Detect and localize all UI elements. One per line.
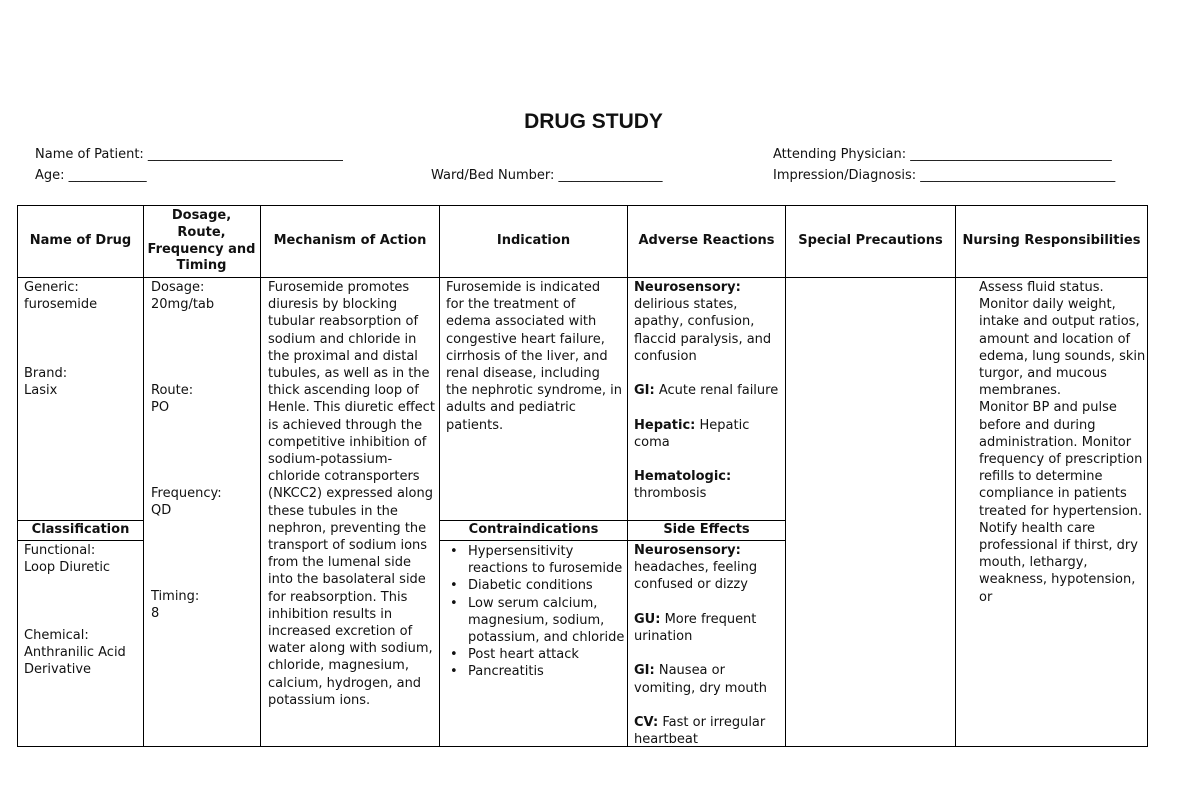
route-label: Route: <box>151 383 194 398</box>
timing-label: Timing: <box>151 589 200 604</box>
col-header-precautions: Special Precautions <box>798 233 943 249</box>
functional-class <box>24 542 142 576</box>
col-header-dosage: Dosage, Route, Frequency and Timing <box>147 207 256 274</box>
classification-divider-top <box>17 520 143 521</box>
side-effect-gi <box>634 662 782 696</box>
chemical-class <box>24 627 140 679</box>
list-item: • Notify health care professional if thirst, dry mouth, lethargy, weakness, hypotension, or <box>979 520 1147 606</box>
dosage-label: Dosage: <box>151 280 205 295</box>
age-field: Age: ____________ <box>35 168 147 183</box>
chemical-label: Chemical: <box>24 628 89 643</box>
generic-name <box>24 279 142 313</box>
side-effect-label: Neurosensory: <box>634 543 741 558</box>
contraindications-heading: Contraindications <box>468 522 599 537</box>
contra-divider-bottom <box>439 540 785 541</box>
side-effect-text: headaches, feeling confused or dizzy <box>634 560 758 593</box>
list-item: • Post heart attack <box>446 646 626 663</box>
mechanism-text: Furosemide promotes diuresis by blocking tubular reabsorption of sodium and chloride in the proximal and distal tubules, as well as in the thick ascending loop of Henle. This diuretic effect is achieved through the competitive inhibition of sodium-potassium-chloride cotransporters (NKCC2) expressed along these tubules in the nephron, preventing the transport of sodium ions from the lumenal side into the basolateral side for reabsorption. This inhibition results in increased excretion of water along with sodium, chloride, magnesium, calcium, hydrogen, and potassium ions. <box>268 280 435 708</box>
adverse-label: Neurosensory: <box>634 280 741 295</box>
contra-divider-top <box>439 520 785 521</box>
route-entry <box>151 382 257 416</box>
classification-heading: Classification <box>31 522 130 537</box>
side-effect-cv <box>634 714 782 748</box>
header-divider <box>17 277 1148 278</box>
side-effect-text: Fast or irregular heartbeat <box>634 714 766 748</box>
adverse-hepatic <box>634 417 782 451</box>
timing-entry <box>151 588 257 622</box>
attending-physician-field: Attending Physician: _______________________________ <box>773 147 1112 162</box>
functional-value: Loop Diuretic <box>24 560 111 576</box>
contraindications-list <box>446 543 626 681</box>
side-effect-text: More frequent urination <box>634 611 757 644</box>
list-item: • Diabetic conditions <box>446 577 626 594</box>
adverse-reactions <box>634 279 782 503</box>
adverse-text: Hepatic coma <box>634 417 750 450</box>
adverse-text: delirious states, apathy, confusion, flaccid paralysis, and confusion <box>634 297 772 364</box>
adverse-label: Hematologic: <box>634 469 732 485</box>
col-header-name: Name of Drug <box>29 233 132 249</box>
brand-label: Brand: <box>24 366 68 381</box>
nursing-responsibilities <box>979 279 1147 744</box>
col-header-indication: Indication <box>496 233 571 249</box>
side-effects-heading: Side Effects <box>663 522 750 537</box>
list-item: • Hypersensitivity reactions to furosemide <box>446 543 626 577</box>
list-item: • Assess fluid status. Monitor daily weight, intake and output ratios, amount and location of edema, lung sounds, skin turgor, and mucous membranes. <box>979 279 1147 399</box>
adverse-text: Acute renal failure <box>658 383 779 399</box>
diagnosis-field: Impression/Diagnosis: ______________________________ <box>773 168 1116 183</box>
side-effect-neurosensory <box>634 542 782 594</box>
brand-value: Lasix <box>24 383 58 399</box>
side-effect-label: CV: <box>634 714 659 730</box>
col-line-2 <box>143 205 144 747</box>
list-item: • Low serum calcium, magnesium, sodium, potassium, and chloride <box>446 595 626 647</box>
side-effect-text: Nausea or vomiting, dry mouth <box>634 663 768 696</box>
frequency-value: QD <box>151 503 172 519</box>
timing-value: 8 <box>151 606 160 622</box>
functional-label: Functional: <box>24 543 96 558</box>
adverse-hematologic <box>634 468 782 502</box>
col-line-4 <box>439 205 440 747</box>
adverse-gi <box>634 382 782 399</box>
list-item: • Pancreatitis <box>446 663 626 680</box>
frequency-entry <box>151 485 257 519</box>
side-effect-label: GU: <box>634 611 661 627</box>
dosage-value: 20mg/tab <box>151 297 215 313</box>
chemical-value: Anthranilic Acid Derivative <box>24 645 126 678</box>
generic-value: furosemide <box>24 297 98 313</box>
col-line-5 <box>627 205 628 747</box>
adverse-text: thrombosis <box>634 486 707 502</box>
side-effects <box>634 542 782 748</box>
classification-divider-bottom <box>17 540 143 541</box>
frequency-label: Frequency: <box>151 486 222 501</box>
table-border-bottom <box>17 746 1148 747</box>
list-item: • Monitor BP and pulse before and during administration. Monitor frequency of prescription refills to determine compliance in patients treated for hypertension. <box>979 399 1147 519</box>
ward-bed-field: Ward/Bed Number: ________________ <box>431 168 663 183</box>
dosage-entry <box>151 279 257 313</box>
adverse-label: GI: <box>634 383 655 399</box>
brand-name <box>24 365 142 399</box>
route-value: PO <box>151 400 170 416</box>
col-header-mechanism: Mechanism of Action <box>273 233 427 249</box>
col-line-7 <box>955 205 956 747</box>
col-line-1 <box>17 205 18 747</box>
side-effect-gu <box>634 611 782 645</box>
adverse-label: Hepatic: <box>634 417 696 433</box>
indication-text: Furosemide is indicated for the treatment of edema associated with congestive heart failure, cirrhosis of the liver, and renal disease, including the nephrotic syndrome, in adults and pediatric patients. <box>446 280 622 433</box>
patient-name-field: Name of Patient: ______________________________ <box>35 147 343 162</box>
generic-label: Generic: <box>24 280 79 295</box>
side-effect-label: GI: <box>634 663 655 679</box>
col-header-adverse: Adverse Reactions <box>638 233 775 249</box>
col-line-6 <box>785 205 786 747</box>
col-line-3 <box>260 205 261 747</box>
col-header-nursing: Nursing Responsibilities <box>962 233 1141 249</box>
adverse-neurosensory <box>634 279 782 365</box>
col-line-8 <box>1147 205 1148 747</box>
page-title: DRUG STUDY <box>524 110 663 133</box>
